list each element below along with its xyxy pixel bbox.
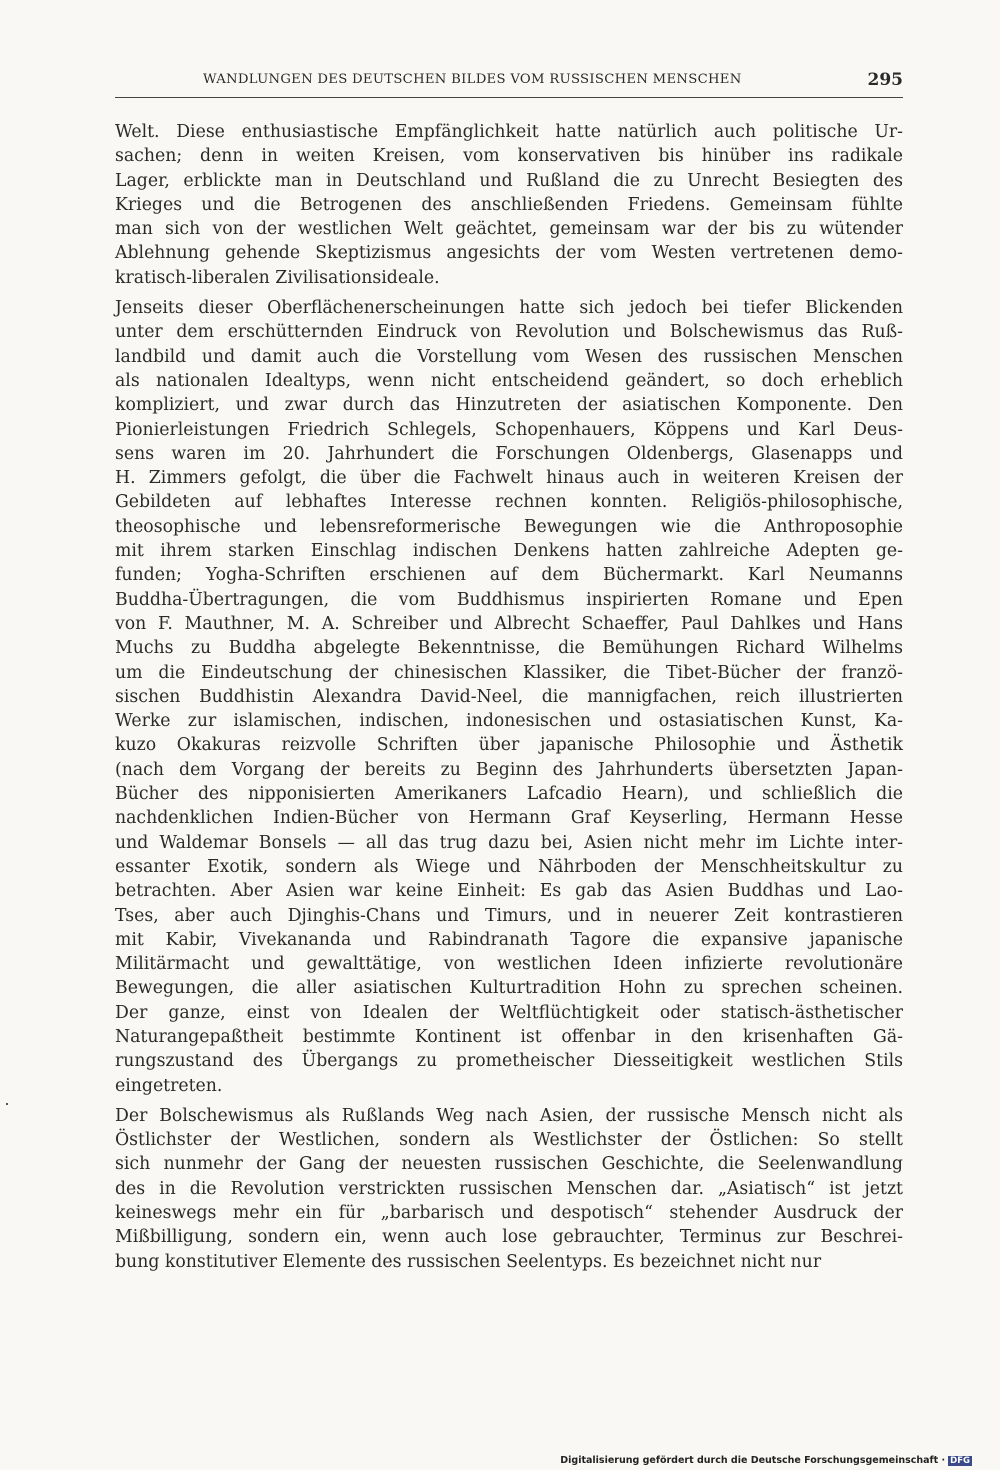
- text-line: mit ihrem starken Einschlag indischen Denkens hatten zahlreiche Adepten ge-: [115, 541, 903, 562]
- text-line: Bewegungen, die aller asiatischen Kulturtradition Hohn zu sprechen scheinen.: [115, 978, 903, 999]
- credit-text: Digitalisierung gefördert durch die Deutsche Forschungsgemeinschaft ·: [560, 1455, 946, 1466]
- text-line: Naturangepaßtheit bestimmte Kontinent ist offenbar in den krisenhaften Gä-: [115, 1026, 903, 1047]
- text-line: theosophische und lebensreformerische Bewegungen wie die Anthroposophie: [115, 516, 903, 537]
- text-line: kompliziert, und zwar durch das Hinzutreten der asiatischen Komponente. Den: [115, 395, 903, 416]
- text-line: H. Zimmers gefolgt, die über die Fachwelt hinaus auch in weiteren Kreisen der: [115, 468, 903, 489]
- text-line: als nationalen Idealtyps, wenn nicht entscheidend geändert, so doch erheblich: [115, 370, 903, 391]
- dfg-logo: DFG: [950, 1456, 970, 1466]
- text-line: Jenseits dieser Oberflächenerscheinungen hatte sich jedoch bei tiefer Blickenden: [115, 298, 903, 319]
- text-line: bung konstitutiver Elemente des russischen Seelentyps. Es bezeichnet nicht nur: [115, 1251, 822, 1272]
- text-line: essanter Exotik, sondern als Wiege und Nährboden der Menschheitskultur zu: [115, 856, 903, 877]
- text-line: Militärmacht und gewalttätige, von westlichen Ideen infizierte revolutionäre: [115, 954, 903, 975]
- text-line: rungszustand des Übergangs zu prometheischer Diesseitigkeit westlichen Stils: [115, 1051, 903, 1072]
- text-line: Gebildeten auf lebhaftes Interesse rechnen konnten. Religiös-philosophische,: [115, 492, 903, 513]
- text-line: nachdenklichen Indien-Bücher von Hermann Graf Keyserling, Hermann Hesse: [115, 808, 903, 829]
- running-title: WANDLUNGEN DES DEUTSCHEN BILDES VOM RUSSISCHEN MENSCHEN: [203, 72, 742, 87]
- page-number: 295: [867, 70, 903, 90]
- text-line: (nach dem Vorgang der bereits zu Beginn des Jahrhunderts übersetzten Japan-: [115, 759, 903, 780]
- body-text: [115, 120, 903, 1280]
- text-line: und Waldemar Bonsels — all das trug dazu bei, Asien nicht mehr im Lichte inter-: [115, 832, 903, 853]
- text-line: landbild und damit auch die Vorstellung vom Wesen des russischen Menschen: [115, 346, 903, 367]
- paragraph: [115, 296, 903, 1098]
- text-line: kratisch-liberalen Zivilisationsideale.: [115, 267, 440, 288]
- text-line: sischen Buddhistin Alexandra David-Neel, die mannigfachen, reich illustrierten: [115, 686, 903, 707]
- text-line: unter dem erschütternden Eindruck von Revolution und Bolschewismus das Ruß-: [115, 322, 903, 343]
- text-line: Tses, aber auch Djinghis-Chans und Timurs, und in neuerer Zeit kontrastieren: [115, 905, 903, 926]
- text-line: betrachten. Aber Asien war keine Einheit: Es gab das Asien Buddhas und Lao-: [115, 881, 903, 902]
- text-line: Der Bolschewismus als Rußlands Weg nach Asien, der russische Mensch nicht als: [115, 1105, 903, 1126]
- text-line: Der ganze, einst von Idealen der Weltflüchtigkeit oder statisch-ästhetischer: [115, 1002, 903, 1023]
- text-line: man sich von der westlichen Welt geächtet, gemeinsam war der bis zu wütender: [115, 219, 903, 240]
- text-line: Ablehnung gehende Skeptizismus angesichts der vom Westen vertretenen demo-: [115, 243, 903, 264]
- header-rule: [115, 97, 903, 98]
- text-line: von F. Mauthner, M. A. Schreiber und Albrecht Schaeffer, Paul Dahlkes und Hans: [115, 613, 903, 634]
- text-line: keineswegs mehr ein für „barbarisch und despotisch“ stehender Ausdruck der: [115, 1203, 903, 1224]
- text-line: funden; Yogha-Schriften erschienen auf dem Büchermarkt. Karl Neumanns: [115, 565, 903, 586]
- text-line: Mißbilligung, sondern ein, wenn auch lose gebrauchter, Terminus zur Beschrei-: [115, 1227, 903, 1248]
- paragraph: [115, 120, 903, 290]
- text-line: eingetreten.: [115, 1075, 223, 1096]
- text-line: Krieges und die Betrogenen des anschließenden Friedens. Gemeinsam fühlte: [115, 194, 903, 215]
- text-line: Östlichster der Westlichen, sondern als Westlichster der Östlichen: So stellt: [115, 1130, 903, 1151]
- digitization-credit: [560, 1455, 972, 1466]
- text-line: mit Kabir, Vivekananda und Rabindranath Tagore die expansive japanische: [115, 929, 903, 950]
- text-line: Werke zur islamischen, indischen, indonesischen und ostasiatischen Kunst, Ka-: [115, 711, 903, 732]
- text-line: sachen; denn in weiten Kreisen, vom konservativen bis hinüber ins radikale: [115, 146, 903, 167]
- text-line: Muchs zu Buddha abgelegte Bekenntnisse, die Bemühungen Richard Wilhelms: [115, 638, 903, 659]
- scan-speck: [6, 1103, 8, 1105]
- text-line: sich nunmehr der Gang der neuesten russischen Geschichte, die Seelenwandlung: [115, 1154, 903, 1175]
- text-line: Buddha-Übertragungen, die vom Buddhismus inspirierten Romane und Epen: [115, 589, 903, 610]
- text-line: sens waren im 20. Jahrhundert die Forschungen Oldenbergs, Glasenapps und: [115, 443, 903, 464]
- text-line: Bücher des nipponisierten Amerikaners Lafcadio Hearn), und schließlich die: [115, 784, 903, 805]
- text-line: kuzo Okakuras reizvolle Schriften über japanische Philosophie und Ästhetik: [115, 735, 903, 756]
- paragraph: [115, 1104, 903, 1274]
- page-header: [203, 70, 903, 94]
- text-line: Welt. Diese enthusiastische Empfänglichkeit hatte natürlich auch politische Ur-: [115, 122, 903, 142]
- text-line: um die Eindeutschung der chinesischen Klassiker, die Tibet-Bücher der franzö-: [115, 662, 903, 683]
- text-line: des in die Revolution verstrickten russischen Menschen dar. „Asiatisch“ ist jetzt: [115, 1178, 903, 1199]
- text-line: Pionierleistungen Friedrich Schlegels, Schopenhauers, Köppens und Karl Deus-: [115, 419, 903, 440]
- text-line: Lager, erblickte man in Deutschland und Rußland die zu Unrecht Besiegten des: [115, 170, 903, 191]
